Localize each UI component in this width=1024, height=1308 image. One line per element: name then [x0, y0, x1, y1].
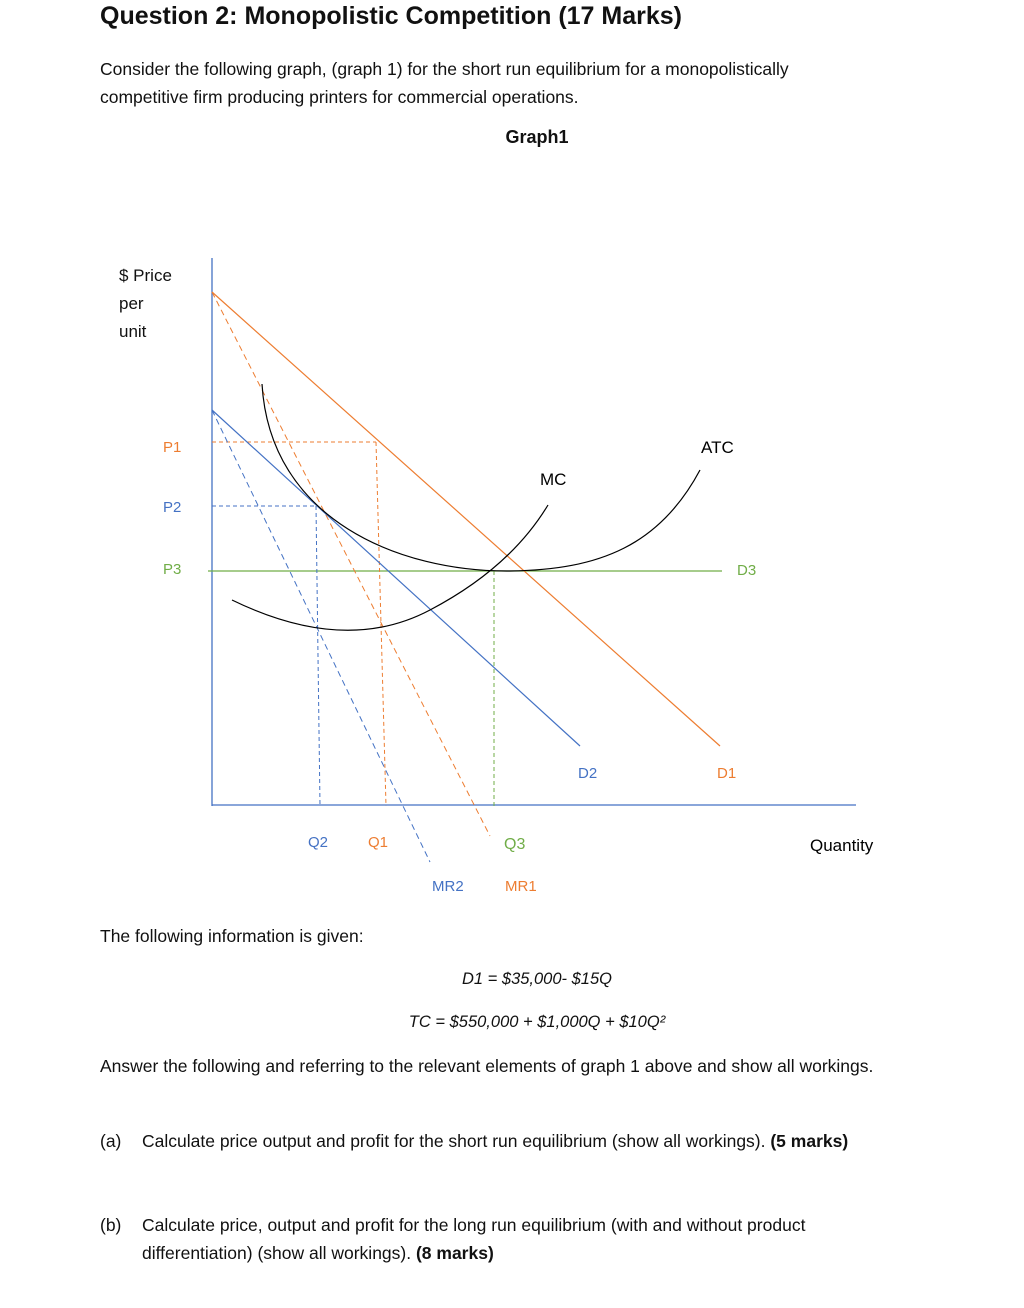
question-a-marks: (5 marks): [770, 1131, 849, 1151]
x-axis-label: Quantity: [810, 836, 874, 855]
intro-line-1: Consider the following graph, (graph 1) for the short run equilibrium for a monopolistically: [100, 59, 789, 79]
question-b-tag: (b): [100, 1215, 122, 1235]
p3-label: P3: [163, 561, 182, 578]
y-axis-label-line-2: per: [119, 294, 144, 313]
instruction-text: Answer the following and referring to the relevant elements of graph 1 above and show all workings.: [100, 1056, 874, 1076]
question-b-body: [142, 1211, 805, 1267]
question-b-line-2: [142, 1239, 805, 1267]
atc-curve: [262, 384, 700, 571]
question-a: [100, 1127, 1000, 1157]
d1-label: D1: [717, 765, 737, 782]
total-cost-equation: TC = $550,000 + $1,000Q + $10Q²: [408, 1013, 666, 1031]
y-axis-label-line-1: $ Price: [119, 266, 172, 285]
p2-label: P2: [163, 499, 182, 516]
question-b-marks: (8 marks): [415, 1243, 494, 1263]
mr1-curve: [212, 292, 490, 836]
question-b-line-2-text: differentiation) (show all workings).: [142, 1243, 416, 1263]
demand-equation: D1 = $35,000- $15Q: [462, 970, 612, 988]
d2-curve: [212, 410, 580, 746]
d2-label: D2: [578, 765, 598, 782]
mr2-curve: [212, 410, 430, 862]
y-axis-label-line-3: unit: [119, 322, 147, 341]
question-a-text: Calculate price output and profit for the short run equilibrium (show all workings).: [142, 1131, 771, 1151]
q3-label: Q3: [504, 836, 526, 853]
mc-label: MC: [540, 470, 567, 489]
mr2-label: MR2: [432, 878, 464, 895]
intro-line-2: competitive firm producing printers for commercial operations.: [100, 87, 579, 107]
question-a-tag: (a): [100, 1131, 122, 1151]
q1-dashed-line: [376, 442, 386, 806]
graph-title: Graph1: [505, 127, 569, 147]
question-heading: Question 2: Monopolistic Competition (17 Marks): [100, 2, 682, 30]
q2-dashed-line: [316, 506, 320, 806]
p1-label: P1: [163, 439, 182, 456]
q1-label: Q1: [368, 834, 389, 851]
mr1-label: MR1: [505, 878, 537, 895]
d1-curve: [212, 292, 720, 746]
q2-label: Q2: [308, 834, 329, 851]
question-b-line-1: Calculate price, output and profit for the long run equilibrium (with and without product: [142, 1215, 806, 1235]
question-a-body: [142, 1127, 848, 1155]
atc-label: ATC: [701, 438, 734, 457]
mc-curve: [232, 505, 548, 630]
d3-label: D3: [737, 562, 757, 579]
given-label: The following information is given:: [100, 926, 364, 946]
question-b: [100, 1211, 1000, 1271]
